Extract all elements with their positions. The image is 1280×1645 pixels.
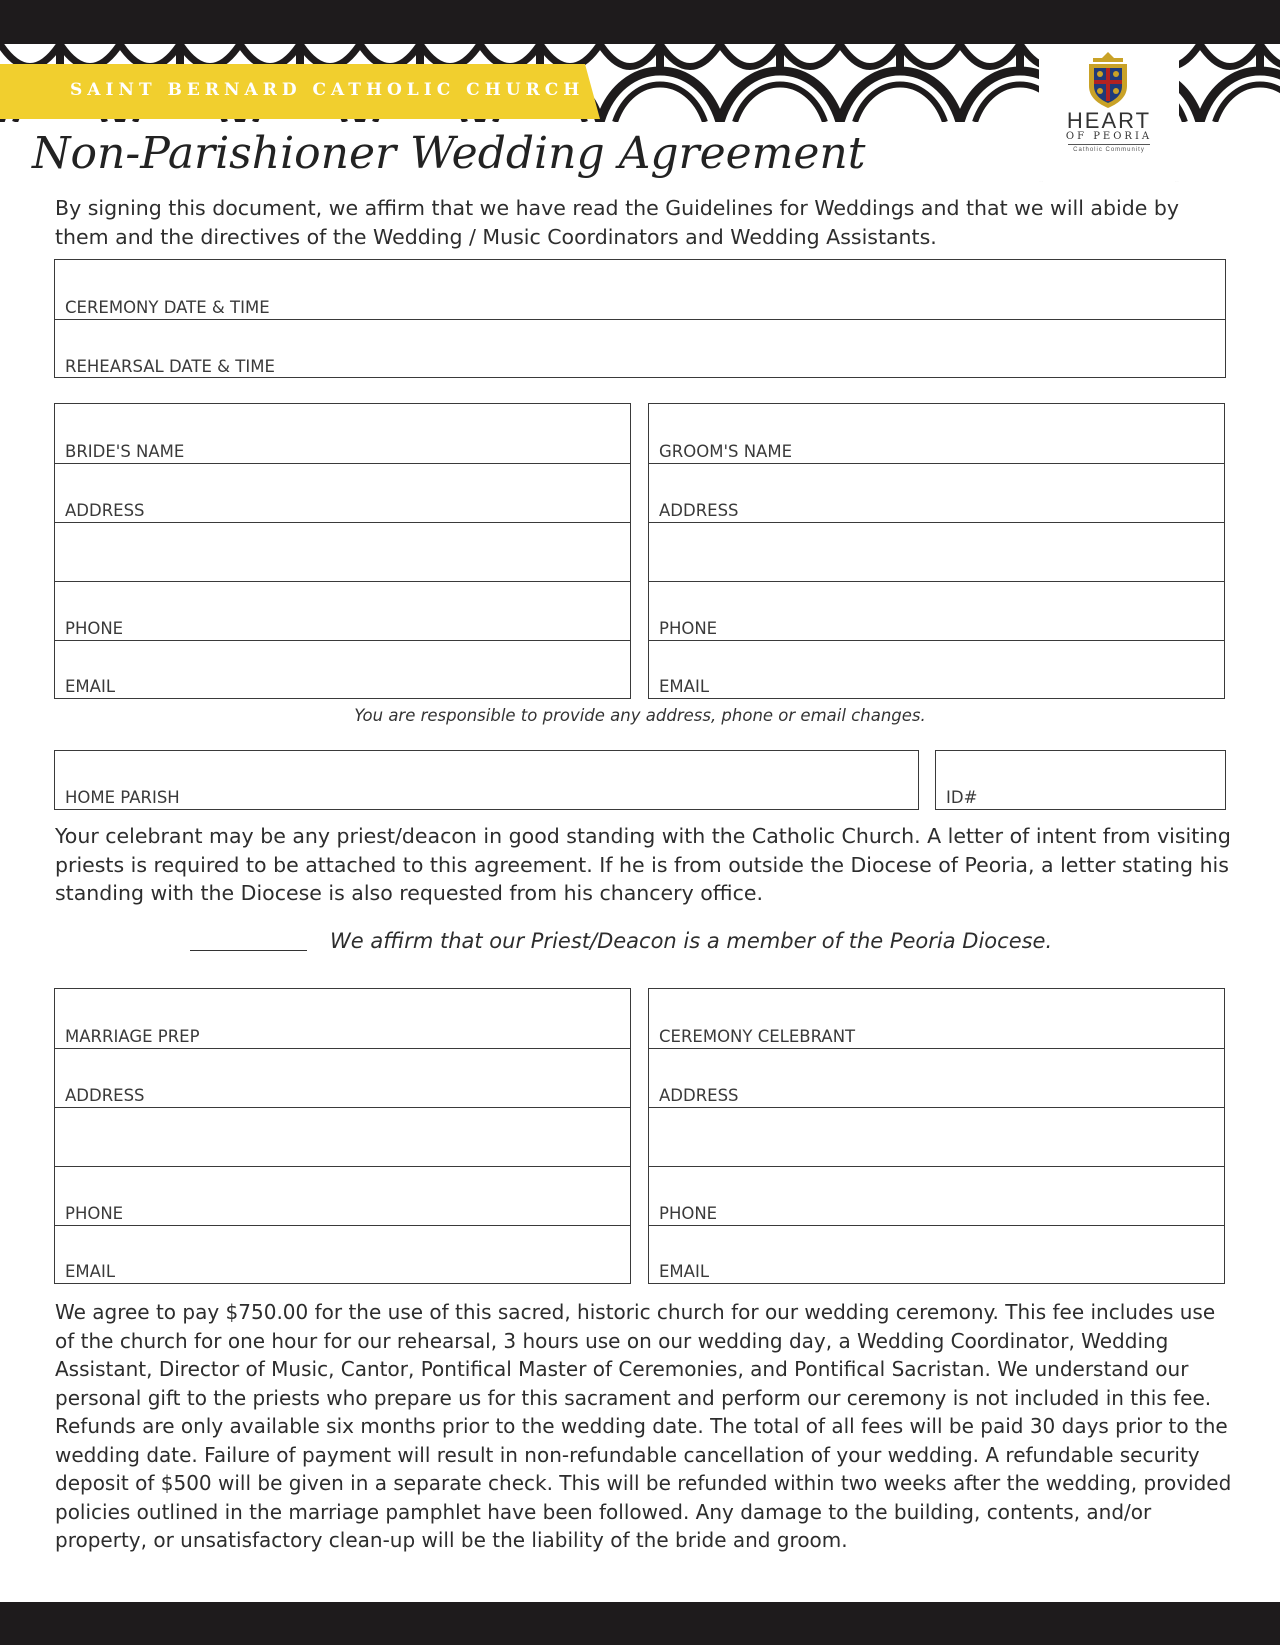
logo-tagline: Catholic Community (1073, 147, 1145, 153)
celebrant-paragraph: Your celebrant may be any priest/deacon in good standing with the Catholic Church. A letter of intent from visiting priests is required to be attached to this agreement. If he is from outside the Diocese of Peoria, a letter stating his standing with the Diocese is also requested from his chancery office. (55, 824, 1231, 905)
bride-phone-field[interactable] (55, 581, 630, 640)
ceremony-date-field[interactable] (55, 260, 1225, 319)
bride-name-label: BRIDE'S NAME (65, 442, 185, 461)
marriage-prep-email-label: EMAIL (65, 1262, 116, 1281)
bride-address-line2-field[interactable] (55, 522, 630, 581)
diocese-crest-icon (1083, 52, 1133, 108)
groom-name-field[interactable] (649, 404, 1224, 463)
ceremony-celebrant-label: CEREMONY CELEBRANT (659, 1027, 856, 1046)
marriage-prep-email-field[interactable] (55, 1225, 630, 1283)
bride-address-field[interactable] (55, 463, 630, 522)
marriage-prep-phone-field[interactable] (55, 1166, 630, 1225)
groom-name-label: GROOM'S NAME (659, 442, 793, 461)
bride-phone-label: PHONE (65, 619, 124, 638)
ceremony-celebrant-email-label: EMAIL (659, 1262, 710, 1281)
groom-address-line2-field[interactable] (649, 522, 1224, 581)
logo-divider (1068, 144, 1150, 145)
ceremony-celebrant-phone-field[interactable] (649, 1166, 1224, 1225)
ceremony-celebrant-box (648, 988, 1225, 1284)
marriage-prep-label: MARRIAGE PREP (65, 1027, 200, 1046)
marriage-prep-address-line2-field[interactable] (55, 1107, 630, 1166)
schedule-box (54, 259, 1226, 378)
marriage-prep-address-field[interactable] (55, 1048, 630, 1107)
id-field[interactable] (935, 750, 1226, 810)
id-label: ID# (946, 788, 978, 807)
bride-address-label: ADDRESS (65, 501, 145, 520)
bride-name-field[interactable] (55, 404, 630, 463)
home-parish-field[interactable] (54, 750, 919, 810)
church-name: SAINT BERNARD CATHOLIC CHURCH (70, 80, 585, 100)
groom-address-field[interactable] (649, 463, 1224, 522)
marriage-prep-phone-label: PHONE (65, 1204, 124, 1223)
groom-address-label: ADDRESS (659, 501, 739, 520)
groom-phone-label: PHONE (659, 619, 718, 638)
marriage-prep-box (54, 988, 631, 1284)
affirmation-initial-line[interactable] (190, 950, 307, 951)
affirmation-statement: We affirm that our Priest/Deacon is a member of the Peoria Diocese. (330, 929, 1053, 953)
bride-email-label: EMAIL (65, 677, 116, 696)
ceremony-celebrant-email-field[interactable] (649, 1225, 1224, 1283)
groom-email-label: EMAIL (659, 677, 710, 696)
rehearsal-date-field[interactable] (55, 319, 1225, 378)
groom-email-field[interactable] (649, 640, 1224, 698)
fee-paragraph: We agree to pay $750.00 for the use of this sacred, historic church for our wedding ceremony. This fee includes use of the church for one hour for our rehearsal, 3 hours use on our wedding day, a Wedding Coordinator, Wedding Assistant, Director of Music, Cantor, Pontifical Master of Ceremonies, and Pontifical Sacristan. We understand our personal gift to the priests who prepare us for this sacrament and perform our ceremony is not included in this fee. Refunds are only available six months prior to the wedding date. The total of all fees will be paid 30 days prior to the wedding date. Failure of payment will result in non-refundable cancellation of your wedding. A refundable security deposit of $500 will be given in a separate check. This will be refunded within two weeks after the wedding, provided policies outlined in the marriage pamphlet have been followed. Any damage to the building, contents, and/or property, or unsatisfactory clean-up will be the liability of the bride and groom. (55, 1300, 1232, 1552)
groom-phone-field[interactable] (649, 581, 1224, 640)
marriage-prep-address-label: ADDRESS (65, 1086, 145, 1105)
marriage-prep-name-field[interactable] (55, 989, 630, 1048)
ceremony-celebrant-phone-label: PHONE (659, 1204, 718, 1223)
logo-title: HEART (1066, 108, 1152, 133)
top-dark-bar (0, 0, 1280, 44)
groom-box (648, 403, 1225, 699)
ceremony-celebrant-address-line2-field[interactable] (649, 1107, 1224, 1166)
logo-subtitle: OF PEORIA (1065, 131, 1153, 142)
bride-box (54, 403, 631, 699)
bottom-dark-bar (0, 1602, 1280, 1645)
ceremony-celebrant-address-field[interactable] (649, 1048, 1224, 1107)
ceremony-celebrant-address-label: ADDRESS (659, 1086, 739, 1105)
intro-paragraph: By signing this document, we affirm that we have read the Guidelines for Weddings and that we will abide by them and the directives of the Wedding / Music Coordinators and Wedding Assistants. (55, 196, 1179, 249)
rehearsal-date-label: REHEARSAL DATE & TIME (65, 357, 275, 376)
home-parish-label: HOME PARISH (65, 788, 180, 807)
bride-email-field[interactable] (55, 640, 630, 698)
page-title: Non-Parishioner Wedding Agreement (32, 128, 866, 179)
ceremony-date-label: CEREMONY DATE & TIME (65, 298, 270, 317)
contact-changes-note: You are responsible to provide any address, phone or email changes. (354, 706, 926, 725)
ceremony-celebrant-name-field[interactable] (649, 989, 1224, 1048)
